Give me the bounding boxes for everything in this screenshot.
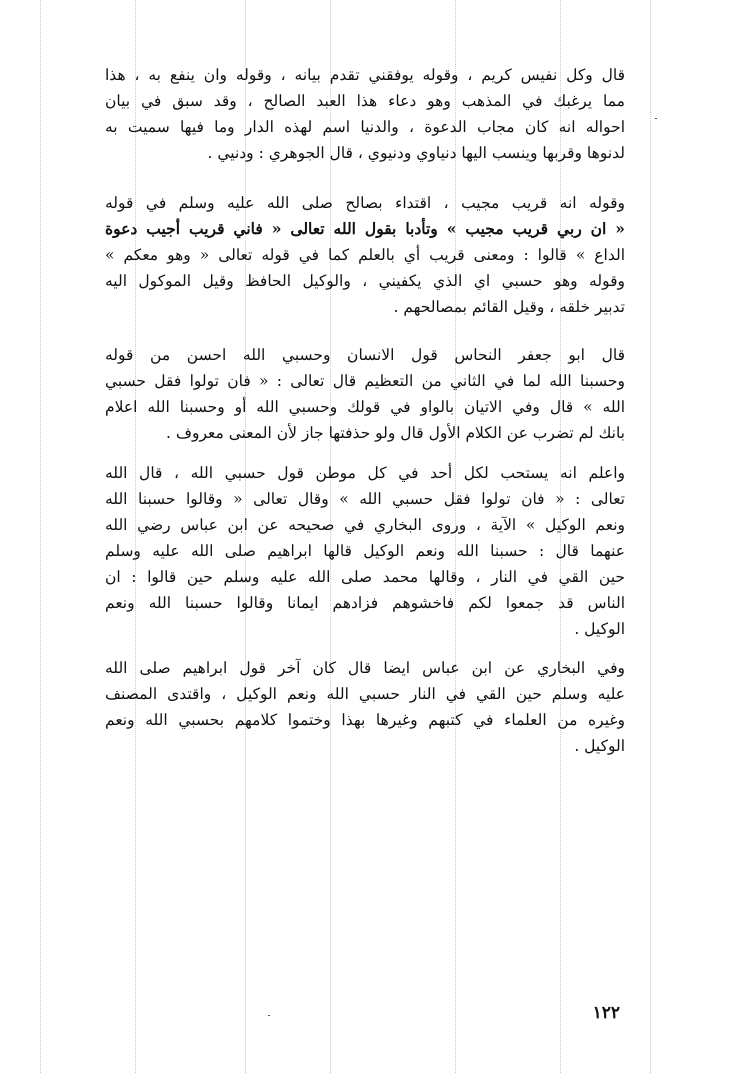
text-line: وحسبنا الله لما في الثاني من التعظيم قال تعالى : « فان تولوا فقل حسبي [105,372,625,390]
text-line: الناس قد جمعوا لكم فاخشوهم فزادهم ايمانا وقالوا حسبنا الله ونعم [105,594,625,612]
text-line: مما يرغبك في المذهب وهو دعاء هذا العبد الصالح ، وقد سبق في بيان [105,92,625,110]
text-line: وقوله وهو حسبي اي الذي يكفيني ، والوكيل الحافظ وقيل الموكول اليه [105,272,625,290]
paragraph-1 [105,62,625,166]
text-line: تعالى : « فان تولوا فقل حسبي الله » وقال تعالى « وقالوا حسبنا الله [105,490,625,508]
text-line: الداع » قالوا : ومعنى قريب أي بالعلم كما في قوله تعالى « وهو معكم » [105,246,625,264]
text-line: الوكيل . [574,620,625,638]
text-line: وغيره من العلماء في كتبهم وغيرها بهذا وختموا كلامهم بحسبي الله ونعم [105,711,625,729]
text-line: عنهما قال : حسبنا الله ونعم الوكيل قالها ابراهيم صلى الله عليه وسلم [105,542,625,560]
text-line: قال ابو جعفر النحاس قول الانسان وحسبي الله احسن من قوله [105,346,625,364]
text-line: الله » قال وفي الاتيان بالواو في قولك وحسبي الله أو وحسبنا الله اعلام [105,398,625,416]
text-line: ونعم الوكيل » الآية ، وروى البخاري في صحيحه عن ابن عباس رضي الله [105,516,625,534]
scan-line [40,0,41,1073]
text-line: وفي البخاري عن ابن عباس ايضا قال كان آخر قول ابراهيم صلى الله [105,659,625,677]
text-line: الوكيل . [574,737,625,755]
page-number: ١٢٢ [592,1003,620,1023]
text-line: عليه وسلم حين القي في النار حسبي الله ونعم الوكيل ، واقتدى المصنف [105,685,625,703]
text-line: وقوله انه قريب مجيب ، اقتداء بصالح صلى الله عليه وسلم في قوله [105,194,625,212]
paragraph-5 [105,655,625,759]
text-line: لدنوها وقربها وينسب اليها دنياوي ودنيوي ، قال الجوهري : ودنيي . [207,144,625,162]
text-line: تدبير خلقه ، وقيل القائم بمصالحهم . [393,298,625,316]
paragraph-4 [105,460,625,642]
text-line: حين القي في النار ، وقالها محمد صلى الله عليه وسلم حين قالوا : ان [105,568,625,586]
text-line: واعلم انه يستحب لكل أحد في كل موطن قول حسبي الله ، قال الله [105,464,625,482]
paragraph-3 [105,342,625,446]
scan-line [650,0,651,1073]
paragraph-2 [105,190,625,320]
text-line: احواله انه كان مجاب الدعوة ، والدنيا اسم لهذه الدار وما فيها سميت به [105,118,625,136]
text-line: « ان ربي قريب مجيب » وتأدبا بقول الله تعالى « فاني قريب أجيب دعوة [105,219,625,238]
text-line: بانك لم تضرب عن الكلام الأول قال ولو حذفتها جاز لأن المعنى معروف . [166,424,625,442]
text-line: قال وكل نفيس كريم ، وقوله يوفقني تقدم بيانه ، وقوله وان ينفع به ، هذا [105,66,625,84]
